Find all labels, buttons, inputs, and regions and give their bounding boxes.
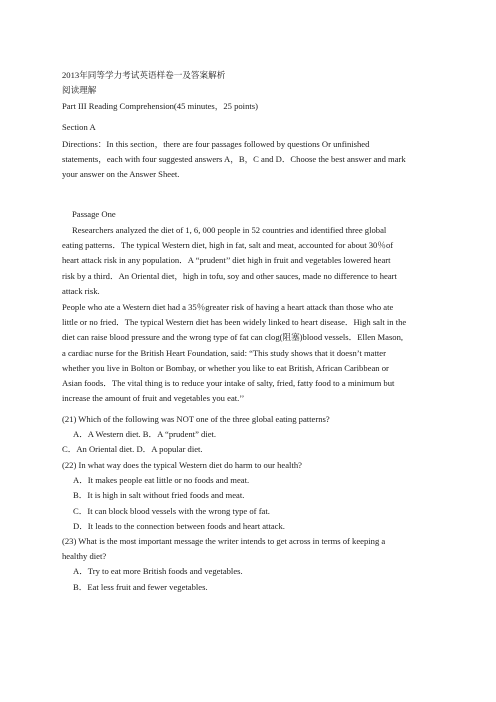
- paragraph-line: diet can raise blood pressure and the wrong type of fat can clog(阻塞)blood vessels．Ellen Mason,: [62, 332, 404, 343]
- paragraph-line: a cardiac nurse for the British Heart Foundation, said: “This study shows that it doesn’t matter: [62, 347, 386, 358]
- answer-option: A．It makes people eat little or no foods and meat.: [73, 475, 250, 486]
- paragraph-line: People who ate a Western diet had a 35％greater risk of having a heart attack than those who ate: [62, 302, 394, 312]
- paragraph-line: whether you live in Bolton or Bombay, or whether you like to eat British, African Caribbean or: [62, 362, 389, 373]
- answer-options: A．A Western diet. B．A “prudent” diet.: [73, 429, 217, 440]
- section-heading: [62, 120, 436, 135]
- paragraph-line: Researchers analyzed the diet of 1, 6, 000 people in 52 countries and identified three global: [72, 225, 387, 235]
- paragraph-line: little or no fried．The typical Western diet has been widely linked to heart disease．High salt in the: [62, 317, 407, 328]
- document-subtitle: 阅读理解: [62, 85, 97, 96]
- directions: [62, 137, 436, 183]
- part-title: Part III Reading Comprehension(45 minutes，25 points): [62, 101, 258, 111]
- question-stem: (21) Which of the following was NOT one of the three global eating patterns?: [62, 414, 330, 424]
- question-stem: (22) In what way does the typical Western diet do harm to our health?: [62, 460, 302, 470]
- passage-one: [62, 207, 436, 222]
- directions-line: your answer on the Answer Sheet.: [62, 169, 180, 180]
- directions-line: statements，each with four suggested answers A，B，C and D．Choose the best answer and mark: [62, 154, 406, 165]
- paragraph-line: Asian foods．The vital thing is to reduce your intake of salty, fried, fatty food to a minimum but: [62, 378, 395, 389]
- question-stem: (23) What is the most important message the writer intends to get across in terms of keeping a: [62, 536, 386, 546]
- paragraph-1: [62, 223, 436, 299]
- question-21: [62, 412, 436, 458]
- answer-options: C．An Oriental diet. D．A popular diet.: [62, 444, 203, 455]
- answer-option: A．Try to eat more British foods and vegetables.: [73, 566, 243, 577]
- document-header: [62, 68, 436, 98]
- paragraph-line: heart attack risk in any population．A “prudent’’ diet high in fruit and vegetables lowered heart: [62, 255, 391, 266]
- question-22: [62, 458, 436, 534]
- paragraph-line: eating patterns．The typical Western diet, high in fat, salt and meat, accounted for about 30％of: [62, 240, 394, 251]
- answer-option: B．Eat less fruit and fewer vegetables.: [73, 581, 208, 592]
- question-23: [62, 534, 436, 595]
- paragraph-2: [62, 300, 436, 406]
- answer-option: C．It can block blood vessels with the wrong type of fat.: [73, 505, 270, 516]
- paragraph-line: attack risk.: [62, 285, 100, 296]
- section-title: Section A: [62, 122, 96, 132]
- answer-option: B．It is high in salt without fried foods and meat.: [73, 490, 245, 501]
- paragraph-line: increase the amount of fruit and vegetables you eat.’’: [62, 393, 245, 404]
- part-heading: [62, 99, 436, 114]
- document-title: 2013年同等学力考试英语样卷一及答案解析: [62, 70, 226, 80]
- question-stem: healthy diet?: [62, 551, 107, 562]
- answer-option: D．It leads to the connection between foods and heart attack.: [73, 520, 285, 531]
- directions-line: Directions：In this section，there are four passages followed by questions Or unfinished: [62, 139, 370, 149]
- paragraph-line: risk by a third．An Oriental diet，high in tofu, soy and other sauces, made no difference to heart: [62, 270, 397, 281]
- passage-title: Passage One: [72, 209, 116, 219]
